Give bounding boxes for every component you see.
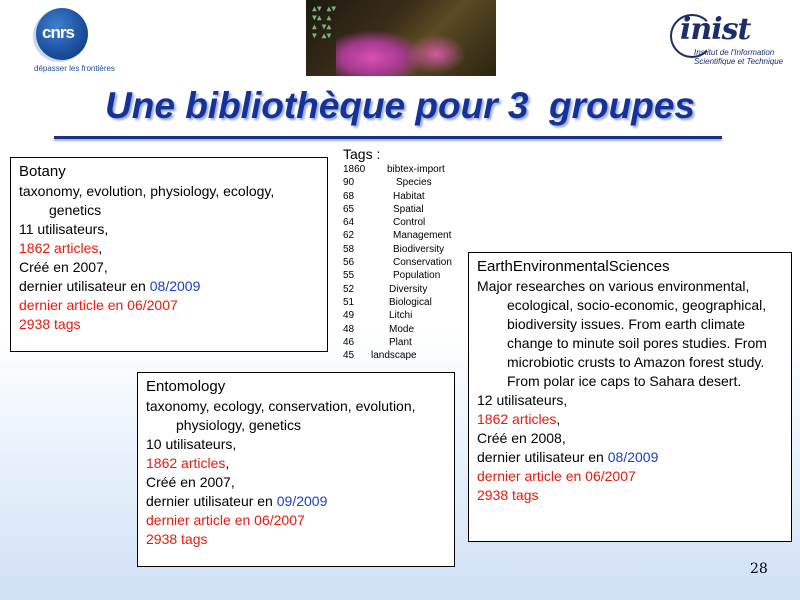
group-users: 12 utilisateurs, (477, 392, 568, 408)
group-users: 10 utilisateurs, (146, 436, 237, 452)
cnrs-logo (14, 8, 124, 76)
tag-count: 45 (343, 350, 355, 362)
inist-subtitle-line-2: Scientifique et Technique (694, 57, 784, 66)
group-last-user-date: 08/2009 (607, 449, 659, 465)
tag-label: Spatial (393, 203, 424, 215)
group-last-user-date: 09/2009 (276, 493, 328, 509)
tag-row (343, 163, 445, 176)
tag-count: 1860 (343, 164, 366, 175)
tag-row (343, 216, 426, 229)
tag-label: Diversity (389, 283, 428, 295)
tag-label: Conservation (393, 257, 452, 269)
group-name: Entomology (146, 378, 226, 395)
tag-row (343, 336, 412, 349)
group-articles-line (477, 410, 785, 429)
group-last-user-label: dernier utilisateur en (146, 493, 277, 509)
group-articles-sep: , (98, 240, 103, 256)
header-photo-ticker: ▲▼ ▲▼ ▼▲ ▲ ▲ ▼▲ ▼ ▲▼ (312, 4, 337, 40)
group-last-user-date: 08/2009 (149, 278, 201, 294)
tag-row (343, 203, 424, 216)
tag-count: 62 (343, 230, 355, 242)
tag-label: Species (396, 177, 432, 189)
tags-list (343, 146, 452, 362)
tag-label: Control (393, 217, 426, 229)
group-last-article: dernier article en 06/2007 (146, 512, 305, 528)
tag-row (343, 283, 428, 296)
tag-label: Biological (389, 296, 432, 308)
tag-row (343, 229, 452, 242)
group-tags: 2938 tags (146, 531, 208, 547)
group-last-article: dernier article en 06/2007 (19, 297, 178, 313)
entomology-group-box (137, 372, 455, 567)
inist-subtitle-line-1: Institut de l'Information (694, 48, 775, 57)
group-last-user-line (477, 448, 785, 467)
group-articles: 1862 articles (477, 411, 557, 427)
group-last-user-line (19, 277, 327, 296)
inist-subtitle (694, 48, 794, 66)
tag-row (343, 269, 441, 282)
tag-label: bibtex-import (387, 164, 445, 175)
group-topics: Major researches on various environmental, ecological, socio-economic, geographical, biodiversity issues. From earth climate change to minute soil pores studies. From microbiotic crusts to Amazon forest study. From polar ice caps to Sahara desert. (477, 278, 767, 389)
group-created: Créé en 2008, (477, 430, 566, 446)
group-topics: taxonomy, evolution, physiology, ecology, genetics (19, 183, 275, 218)
inist-logo (660, 12, 790, 72)
tag-row (343, 190, 425, 203)
tag-label: Management (393, 230, 452, 242)
tag-count: 68 (343, 190, 355, 202)
tag-row (343, 323, 415, 336)
tag-label: Litchi (389, 310, 413, 322)
earth-sciences-group-box (468, 252, 792, 542)
group-created: Créé en 2007, (146, 474, 235, 490)
tag-label: Mode (389, 323, 415, 335)
tag-row (343, 243, 445, 256)
tag-count: 90 (343, 177, 355, 189)
tag-count: 51 (343, 296, 355, 308)
tag-row (343, 309, 413, 322)
group-users: 11 utilisateurs, (19, 221, 109, 237)
inist-logo-text: inist (680, 12, 751, 47)
group-tags: 2938 tags (477, 487, 539, 503)
group-tags: 2938 tags (19, 316, 81, 332)
group-last-article: dernier article en 06/2007 (477, 468, 636, 484)
tag-count: 46 (343, 336, 355, 348)
tag-label: Biodiversity (393, 243, 445, 255)
title-underline (54, 136, 722, 139)
tag-row (343, 256, 452, 269)
group-articles-line (146, 454, 454, 473)
header-photo-glow (406, 34, 466, 74)
group-topics: taxonomy, ecology, conservation, evolution, physiology, genetics (146, 398, 416, 433)
group-name: EarthEnvironmentalSciences (477, 258, 670, 275)
tag-label: Population (393, 270, 441, 282)
tag-label: Plant (389, 336, 412, 348)
tag-count: 49 (343, 310, 355, 322)
cnrs-logo-text: cnrs (42, 23, 74, 42)
tag-count: 65 (343, 203, 355, 215)
tag-count: 64 (343, 217, 355, 229)
cnrs-tagline: dépasser les frontières (34, 64, 115, 73)
page-number: 28 (750, 561, 768, 577)
header-photo (306, 0, 496, 76)
group-articles-sep: , (556, 411, 561, 427)
tag-row (343, 176, 432, 189)
tag-label: Habitat (393, 190, 425, 202)
botany-group-box (10, 157, 328, 352)
group-articles: 1862 articles (19, 240, 99, 256)
group-last-user-label: dernier utilisateur en (477, 449, 608, 465)
group-created: Créé en 2007, (19, 259, 108, 275)
group-articles-line (19, 239, 327, 258)
tag-count: 52 (343, 283, 355, 295)
tag-count: 58 (343, 243, 355, 255)
tag-count: 56 (343, 257, 355, 269)
tags-title: Tags : (343, 146, 381, 162)
tag-row (343, 296, 432, 309)
group-articles-sep: , (225, 455, 230, 471)
tag-row (343, 349, 417, 362)
group-articles: 1862 articles (146, 455, 226, 471)
group-last-user-label: dernier utilisateur en (19, 278, 150, 294)
tag-label: landscape (371, 350, 417, 362)
tag-count: 55 (343, 270, 355, 282)
group-name: Botany (19, 163, 66, 180)
tag-count: 48 (343, 323, 355, 335)
group-last-user-line (146, 492, 454, 511)
slide-title: Une bibliothèque pour 3 groupes (105, 85, 695, 126)
